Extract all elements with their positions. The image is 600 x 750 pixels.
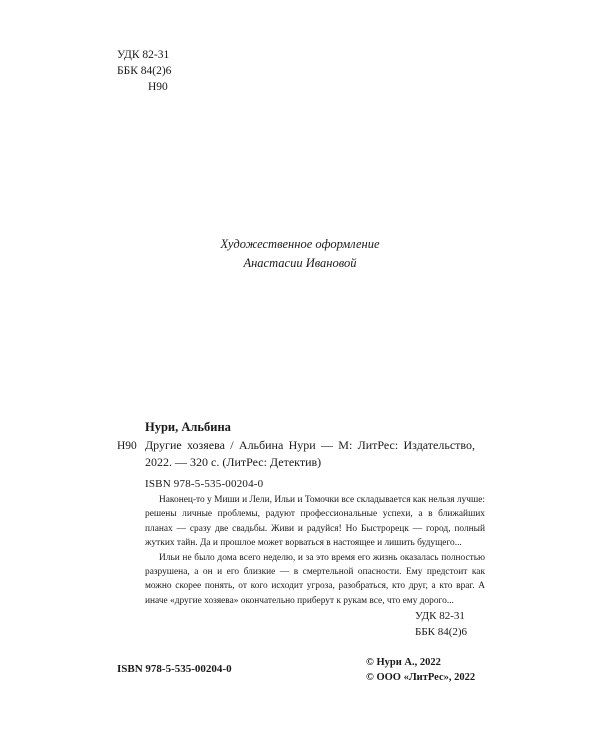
copyright-block — [366, 655, 475, 685]
top-classification-codes — [117, 47, 171, 95]
copyright-author: © Нури А., 2022 — [366, 657, 441, 668]
bib-isbn: ISBN 978-5-535-00204-0 — [145, 478, 264, 490]
copyright-publisher: © ООО «ЛитРес», 2022 — [366, 672, 476, 683]
udk-code: УДК 82-31 — [117, 49, 170, 61]
bib-author: Нури, Альбина — [145, 420, 231, 434]
author-mark: Н90 — [148, 81, 168, 93]
annotation — [145, 493, 485, 608]
bbk-code-bottom: ББК 84(2)6 — [415, 626, 468, 638]
udk-code-bottom: УДК 82-31 — [415, 610, 465, 622]
annotation-paragraph-2: Ильи не было дома всего неделю, и за это время его жизнь оказалась полностью разрушена, а он и его близкие — в смертельной опасности. Ему предстоит как можно скорее понять, от кого исходит угроза, разобраться, кто друг, а кто враг. А иначе «другие хозяева» окончательно приберут к рукам все, что ему дорого... — [145, 552, 485, 606]
bib-description: Другие хозяева / Альбина Нури — М: ЛитРес: Издательство, 2022. — 320 с. (ЛитРес: Детектив) — [145, 438, 475, 469]
art-credit-line1: Художественное оформление — [220, 237, 380, 251]
bib-author-mark: Н90 — [117, 440, 137, 452]
bbk-code: ББК 84(2)6 — [117, 65, 172, 77]
art-credit-line2: Анастасии Ивановой — [243, 256, 357, 270]
bottom-classification-codes — [415, 608, 467, 640]
annotation-paragraph-1: Наконец-то у Миши и Лели, Ильи и Томочки все складывается как нельзя лучше: решены личные проблемы, радуют профессиональные успехи, а в ближайших планах — сразу две свадьбы. Живи и радуйся! Но Быстрорецк — город, полный жутких тайн. Да и прошлое может ворваться в настоящее и лишить будущего... — [145, 495, 485, 549]
art-credit — [0, 235, 600, 273]
footer-isbn: ISBN 978-5-535-00204-0 — [117, 663, 232, 675]
